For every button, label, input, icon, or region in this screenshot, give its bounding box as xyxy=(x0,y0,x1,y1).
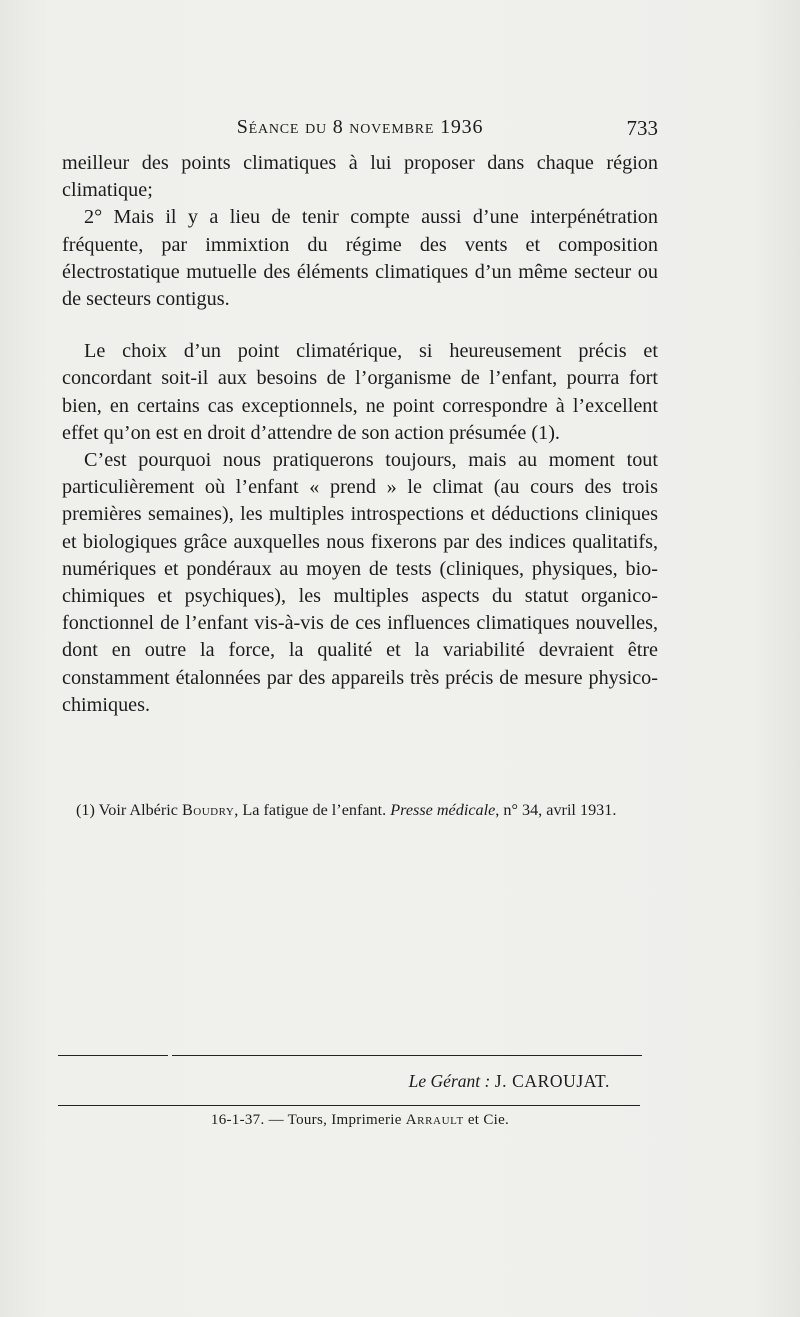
signature-name: J. CAROUJAT. xyxy=(494,1071,610,1091)
paragraph-continuation: meilleur des points climatiques à lui proposer dans chaque région climatique; xyxy=(62,152,658,202)
footnote-lead: Voir Albéric xyxy=(98,801,178,819)
divider-rule-bottom xyxy=(58,1105,640,1106)
imprint-suffix: et Cie. xyxy=(467,1112,510,1128)
running-head xyxy=(62,116,658,146)
footnote-author: Boudry xyxy=(181,801,235,819)
footnote-journal: Presse médicale xyxy=(390,801,496,819)
footnote-citation: , n° 34, avril 1931. xyxy=(495,801,617,819)
signature-line xyxy=(62,1071,610,1092)
running-head-title: Séance du 8 novembre 1936 xyxy=(236,116,484,138)
paragraph-choix: Le choix d’un point climatérique, si heureusement précis et concordant soit-il aux besoins de l’organisme de l’enfant, pourra fort bien, en certains cas exceptionnels, ne point correspondre à l’excellent effet qu’on est en droit d’attendre de son action présumée (1). xyxy=(62,340,658,444)
paragraph-second-point: 2° Mais il y a lieu de tenir compte aussi d’une interpénétration fréquente, par immixtion du régime des vents et composition électrostatique mutuelle des éléments climatiques d’un même secteur ou de secteurs contigus. xyxy=(62,206,658,311)
signature-label: Le Gérant : xyxy=(408,1071,491,1091)
footnote-text xyxy=(62,800,658,820)
footnote-title: , La fatigue de l’enfant. xyxy=(234,801,387,819)
page-number: 733 xyxy=(626,116,658,140)
imprint-printer: Arrault xyxy=(405,1112,464,1128)
body-text xyxy=(62,150,658,719)
divider-rule-right xyxy=(172,1055,642,1056)
footnote xyxy=(62,800,658,820)
divider-rule-left xyxy=(58,1055,168,1056)
footnote-marker: (1) xyxy=(76,801,95,819)
printer-imprint xyxy=(62,1112,658,1129)
paragraph-pourquoi: C’est pourquoi nous pratiquerons toujours, mais au moment tout particulièrement où l’enfant « prend » le climat (au cours des trois premières semaines), les multiples introspections et déductions cliniques et biologiques grâce auxquelles nous fixerons par des indices qualitatifs, numériques et pondéraux au moyen de tests (cliniques, physiques, bio-chimiques et psychiques), les multiples aspects du statut organico-fonctionnel de l’enfant vis-à-vis de ces influences climatiques nouvelles, dont en outre la force, la qualité et la variabilité devraient être constamment étalonnées par des appareils très précis de mesure physico-chimiques. xyxy=(62,449,658,716)
imprint-prefix: 16-1-37. — Tours, Imprimerie xyxy=(210,1112,402,1128)
